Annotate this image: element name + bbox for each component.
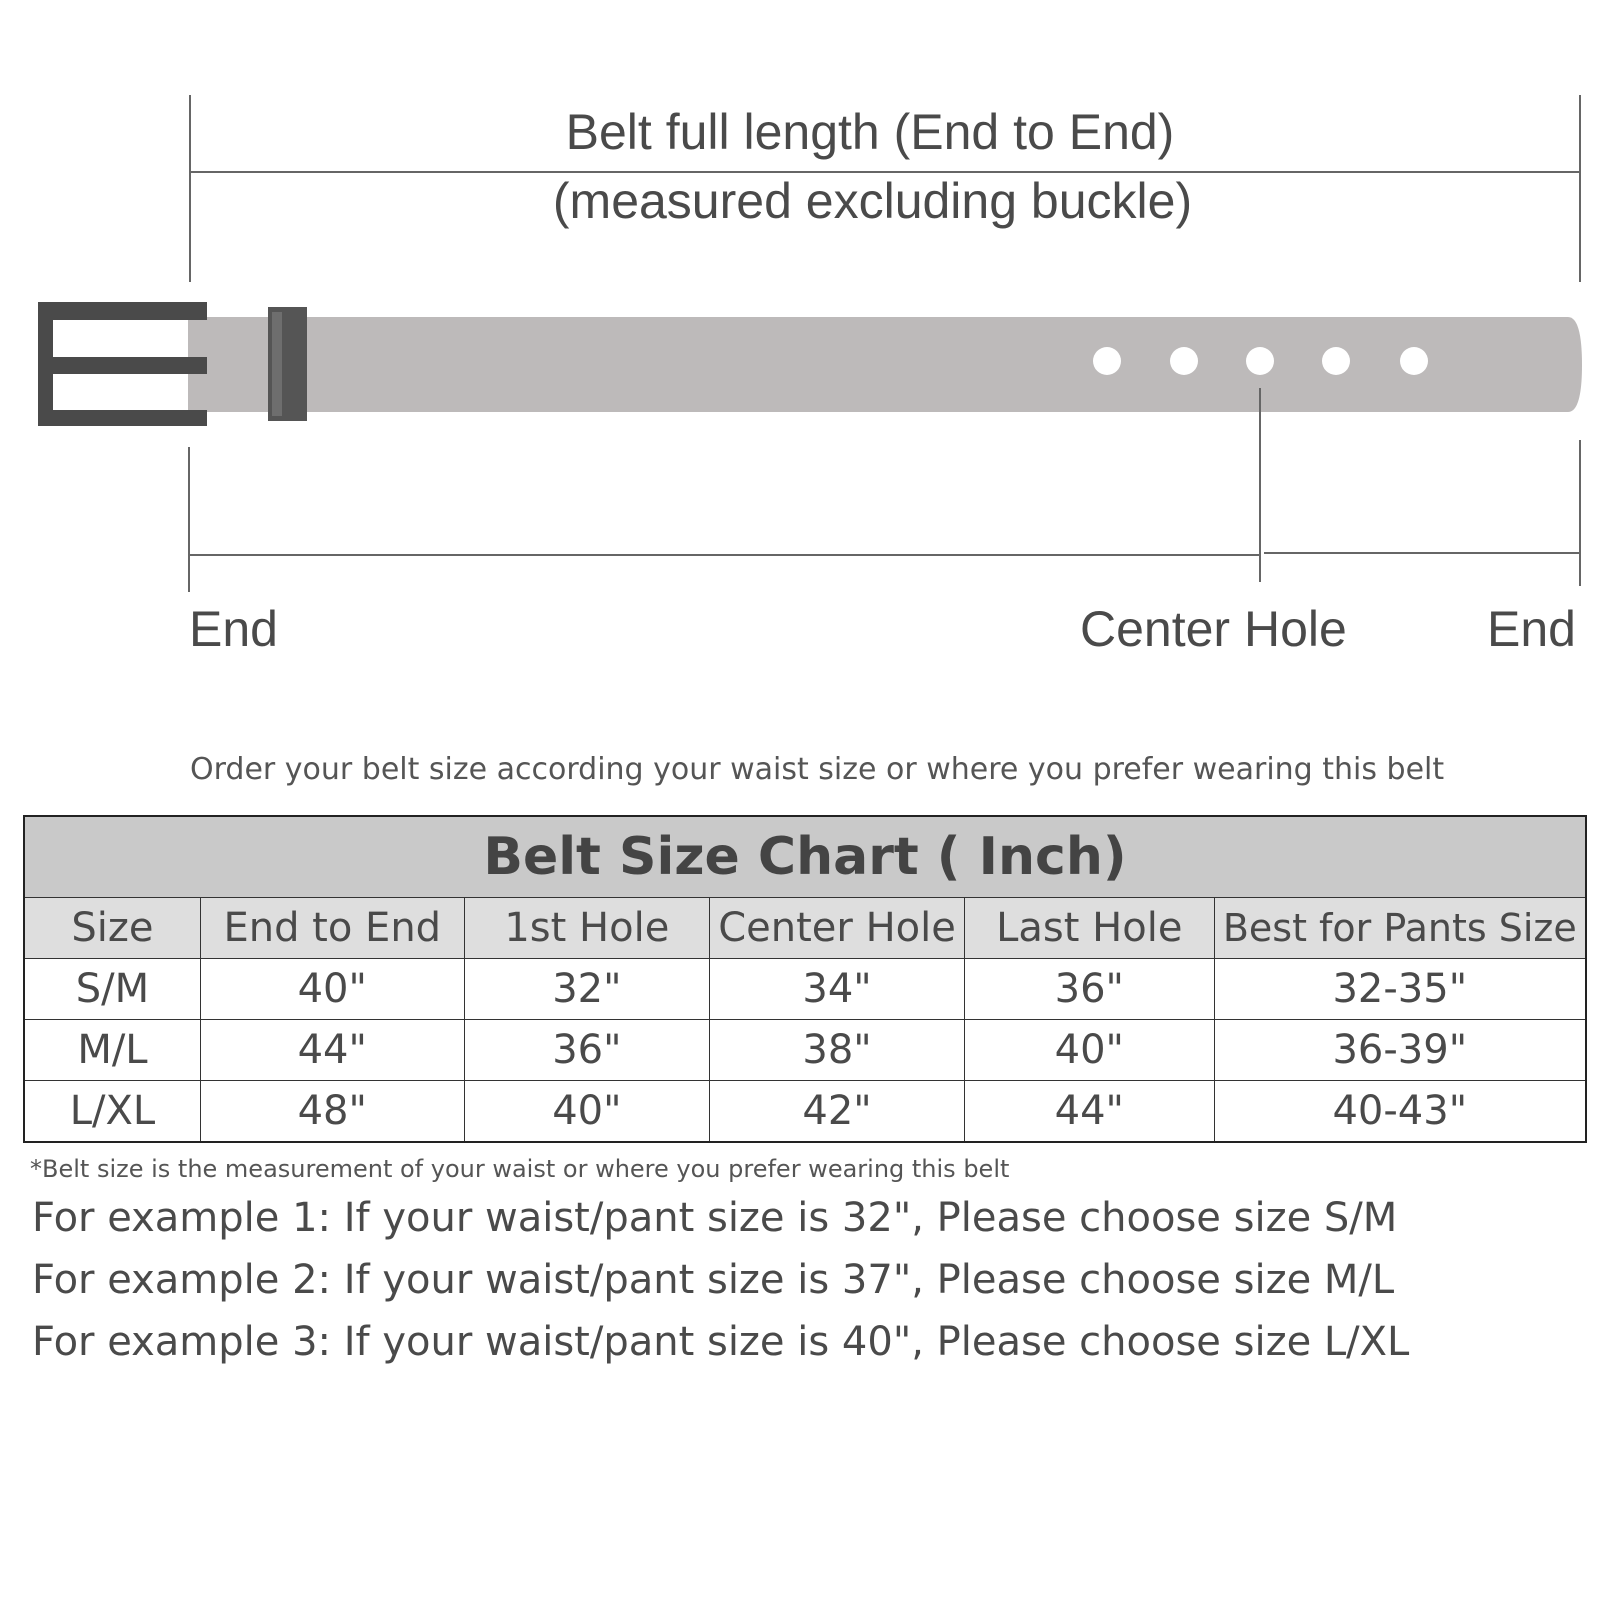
belt-hole [1322, 347, 1350, 375]
table-cell: 44" [200, 1020, 464, 1081]
order-note: Order your belt size according your waist size or where you prefer wearing this belt [190, 752, 1445, 787]
table-row [24, 959, 1586, 1020]
column-header: 1st Hole [464, 898, 709, 959]
belt-hole [1170, 347, 1198, 375]
center-hole-label: Center Hole [1080, 601, 1347, 657]
example-line: For example 1: If your waist/pant size is 32", Please choose size S/M [32, 1195, 1398, 1241]
table-cell: 36" [464, 1020, 709, 1081]
table-cell: 40" [464, 1081, 709, 1143]
table-cell: 36-39" [1214, 1020, 1586, 1081]
belt-keeper-highlight [272, 312, 282, 416]
table-cell: M/L [24, 1020, 200, 1081]
table-cell: L/XL [24, 1081, 200, 1143]
belt-measurement-diagram [0, 0, 1618, 700]
table-cell: 32-35" [1214, 959, 1586, 1020]
full-length-sublabel: (measured excluding buckle) [552, 173, 1193, 229]
column-header: Last Hole [964, 898, 1214, 959]
table-cell: S/M [24, 959, 200, 1020]
table-cell: 40" [964, 1020, 1214, 1081]
column-header: End to End [200, 898, 464, 959]
belt-hole-center [1246, 347, 1274, 375]
table-cell: 44" [964, 1081, 1214, 1143]
size-chart-table [23, 815, 1587, 1143]
end-left-label: End [189, 601, 278, 657]
column-header: Best for Pants Size [1214, 898, 1586, 959]
table-cell: 48" [200, 1081, 464, 1143]
column-header: Size [24, 898, 200, 959]
table-row [24, 1020, 1586, 1081]
footnote: *Belt size is the measurement of your waist or where you prefer wearing this belt [30, 1155, 1010, 1183]
end-right-label: End [1487, 601, 1576, 657]
table-cell: 40" [200, 959, 464, 1020]
table-cell: 42" [710, 1081, 965, 1143]
example-line: For example 3: If your waist/pant size is 40", Please choose size L/XL [32, 1319, 1410, 1365]
full-length-label: Belt full length (End to End) [565, 104, 1175, 160]
table-cell: 40-43" [1214, 1081, 1586, 1143]
table-cell: 34" [710, 959, 965, 1020]
size-chart-header-row [24, 898, 1586, 959]
belt-strap [188, 317, 1582, 412]
table-cell: 38" [710, 1020, 965, 1081]
buckle-icon [38, 302, 207, 426]
column-header: Center Hole [710, 898, 965, 959]
table-cell: 36" [964, 959, 1214, 1020]
table-row [24, 1081, 1586, 1143]
belt-hole [1093, 347, 1121, 375]
belt-hole [1400, 347, 1428, 375]
table-cell: 32" [464, 959, 709, 1020]
size-chart-title-row [24, 816, 1586, 898]
size-chart-title: Belt Size Chart ( Inch) [24, 816, 1586, 898]
example-line: For example 2: If your waist/pant size is 37", Please choose size M/L [32, 1257, 1395, 1303]
